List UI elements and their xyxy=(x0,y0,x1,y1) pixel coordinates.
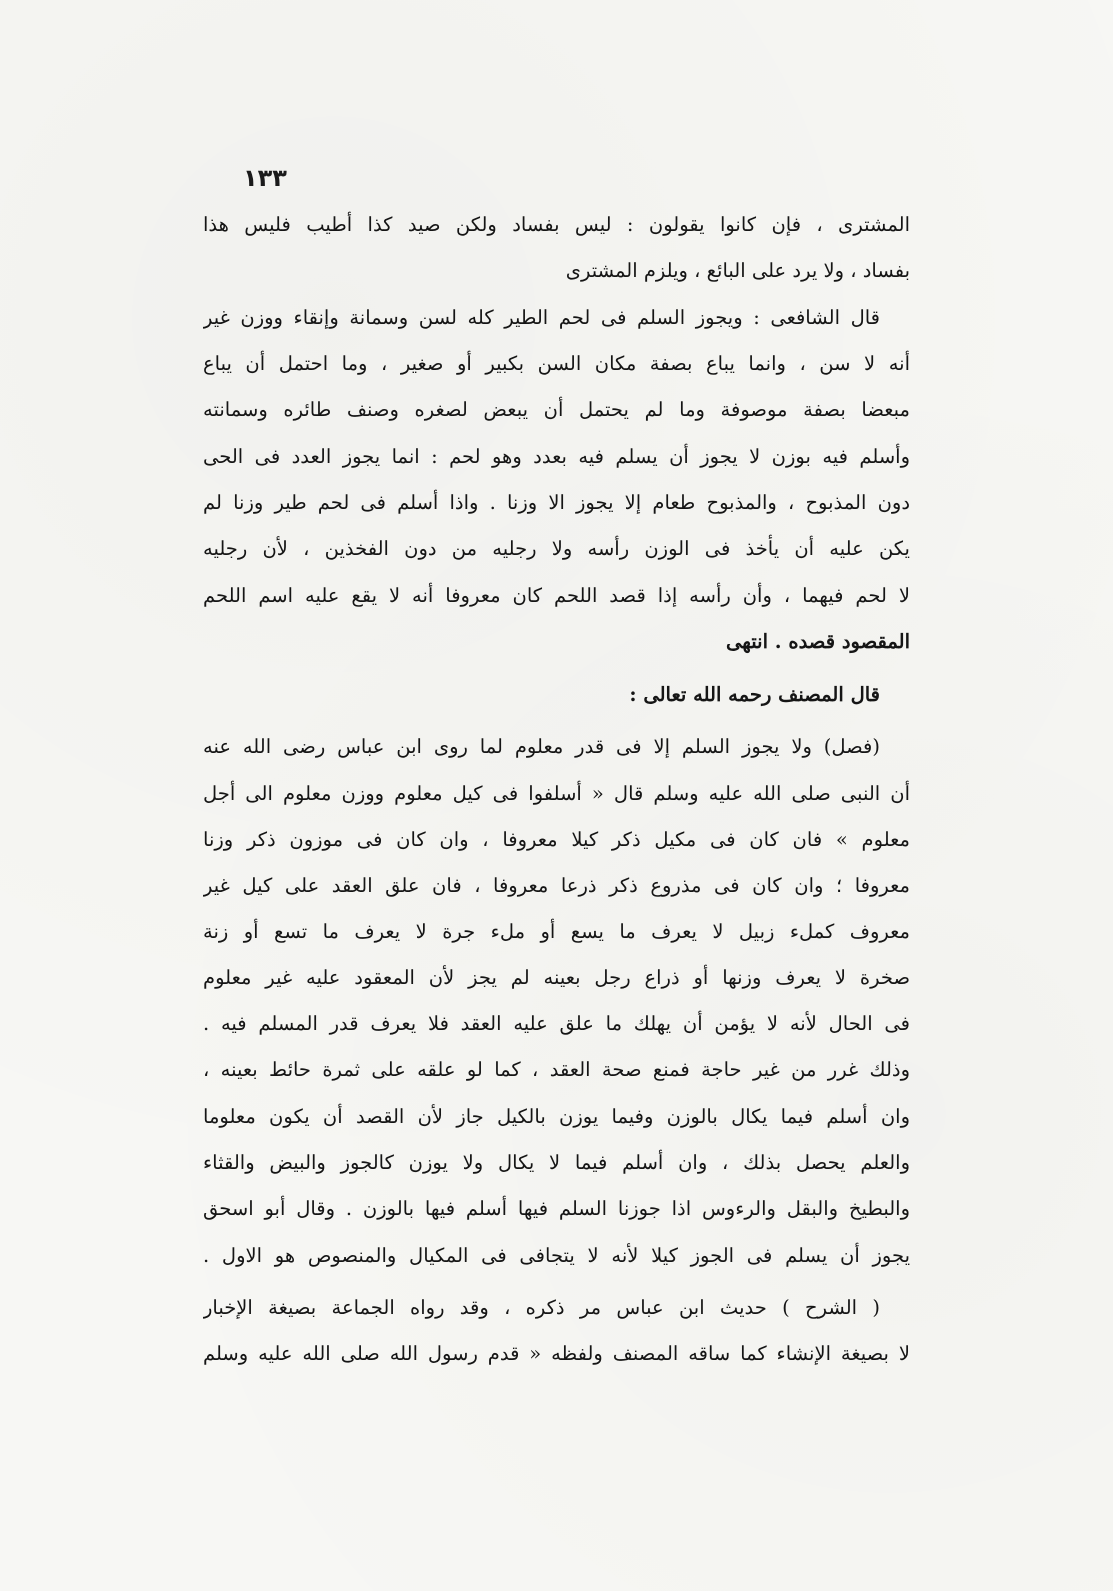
text-line: بفساد ، ولا يرد على البائع ، ويلزم المشترى xyxy=(565,259,910,282)
text-line: وان أسلم فيما يكال بالوزن وفيما يوزن بالكيل جاز لأن القصد أن يكون معلوما xyxy=(203,1105,910,1128)
text-line: (فصل) ولا يجوز السلم إلا فى قدر معلوم لما روى ابن عباس رضى الله عنه xyxy=(203,735,880,758)
text-line: المشترى ، فإن كانوا يقولون : ليس بفساد ولكن صيد كذا أطيب فليس هذا xyxy=(203,213,910,236)
text-line: وأسلم فيه بوزن لا يجوز أن يسلم فيه بعدد وهو لحم : انما يجوز العدد فى الحى xyxy=(203,445,910,468)
body-text xyxy=(203,0,910,1591)
text-line: وذلك غرر من غير حاجة فمنع صحة العقد ، كما لو علقه على ثمرة حائط بعينه ، xyxy=(203,1058,910,1081)
page-number: ١٣٣ xyxy=(243,164,287,192)
text-line: معلوم » فان كان فى مكيل ذكر كيلا معروفا ، وان كان فى موزون ذكر وزنا xyxy=(203,828,910,851)
text-line: أن النبى صلى الله عليه وسلم قال « أسلفوا فى كيل معلوم ووزن معلوم الى أجل xyxy=(203,782,910,805)
text-line: معروفا ؛ وان كان فى مذروع ذكر ذرعا معروفا ، فان علق العقد على كيل غير xyxy=(203,874,910,897)
text-line: أنه لا سن ، وانما يباع بصفة مكان السن بكبير أو صغير ، وما احتمل أن يباع xyxy=(203,352,910,375)
text-line: دون المذبوح ، والمذبوح طعام إلا يجوز الا وزنا . واذا أسلم فى لحم طير وزنا لم xyxy=(203,491,910,514)
text-line: قال الشافعى : ويجوز السلم فى لحم الطير كله لسن وسمانة وإنقاء ووزن غير xyxy=(203,306,880,329)
text-line: فى الحال لأنه لا يؤمن أن يهلك ما علق عليه العقد فلا يعرف قدر المسلم فيه . xyxy=(203,1012,910,1035)
text-line: لا لحم فيهما ، وأن رأسه إذا قصد اللحم كان معروفا أنه لا يقع عليه اسم اللحم xyxy=(203,584,910,607)
text-line: معروف كملء زبيل لا يعرف ما يسع أو ملء جرة لا يعرف ما تسع أو زنة xyxy=(203,920,910,943)
text-line: لا بصيغة الإنشاء كما ساقه المصنف ولفظه « قدم رسول الله صلى الله عليه وسلم xyxy=(203,1342,910,1365)
text-line: المقصود قصده . انتهى xyxy=(726,630,910,653)
text-line: والبطيخ والبقل والرءوس اذا جوزنا السلم فيها أسلم فيها بالوزن . وقال أبو اسحق xyxy=(203,1197,910,1220)
text-line: والعلم يحصل بذلك ، وان أسلم فيما لا يكال ولا يوزن كالجوز والبيض والقثاء xyxy=(203,1151,910,1174)
text-line: صخرة لا يعرف وزنها أو ذراع رجل بعينه لم يجز لأن المعقود عليه غير معلوم xyxy=(203,966,910,989)
text-line: مبعضا بصفة موصوفة وما لم يحتمل أن يبعض لصغره وصنف طائره وسمانته xyxy=(203,398,910,421)
text-line: يكن عليه أن يأخذ فى الوزن رأسه ولا رجليه من دون الفخذين ، لأن رجليه xyxy=(203,537,910,560)
text-line: يجوز أن يسلم فى الجوز كيلا لأنه لا يتجافى فى المكيال والمنصوص هو الاول . xyxy=(203,1244,910,1267)
text-line: ( الشرح ) حديث ابن عباس مر ذكره ، وقد رواه الجماعة بصيغة الإخبار xyxy=(203,1296,880,1319)
section-heading: قال المصنف رحمه الله تعالى : xyxy=(629,683,880,706)
